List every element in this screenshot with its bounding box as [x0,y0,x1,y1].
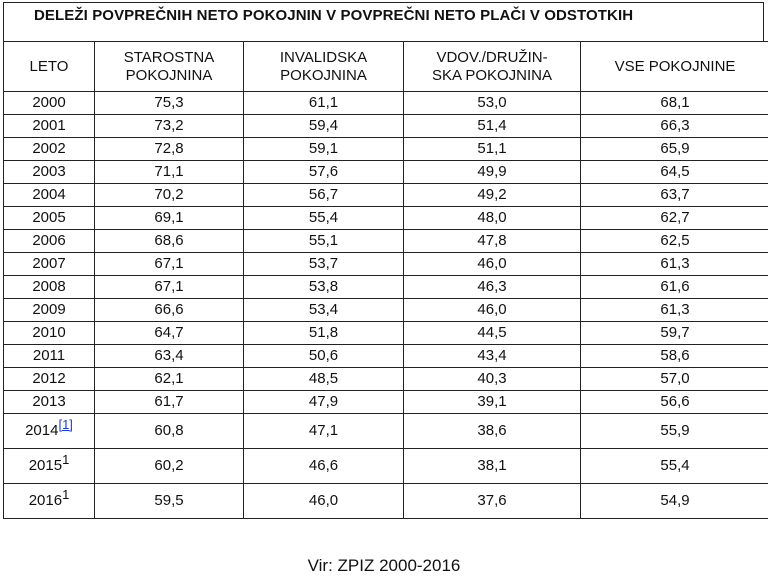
year-label: 2014 [25,422,59,439]
disability-value: 46,6 [244,449,404,484]
header-disability-line1: INVALIDSKA [279,48,368,66]
disability-value: 47,9 [244,391,404,414]
table-row [4,230,768,253]
survivor-value: 49,9 [404,161,581,184]
year-cell [4,484,95,519]
survivor-value: 37,6 [404,484,581,519]
table-title: DELEŽI POVPREČNIH NETO POKOJNIN V POVPREČNI NETO PLAČI V ODSTOTKIH [3,2,764,41]
all-pensions-value: 57,0 [581,368,768,391]
all-pensions-value: 66,3 [581,115,768,138]
disability-value: 57,6 [244,161,404,184]
all-pensions-value: 55,9 [581,414,768,449]
all-pensions-value: 68,1 [581,92,768,115]
header-survivor-line2: SKA POKOJNINA [431,66,553,84]
all-pensions-value: 59,7 [581,322,768,345]
header-year: LETO [4,42,95,92]
year-cell: 2004 [4,184,95,207]
survivor-value: 48,0 [404,207,581,230]
old-age-value: 71,1 [95,161,244,184]
year-cell [4,449,95,484]
year-cell [4,414,95,449]
survivor-value: 40,3 [404,368,581,391]
old-age-value: 60,8 [95,414,244,449]
old-age-value: 70,2 [95,184,244,207]
old-age-value: 73,2 [95,115,244,138]
old-age-value: 72,8 [95,138,244,161]
table-row [4,253,768,276]
disability-value: 56,7 [244,184,404,207]
old-age-value: 75,3 [95,92,244,115]
footnote-marker: 1 [62,487,70,502]
survivor-value: 38,1 [404,449,581,484]
year-label: 2015 [28,457,63,474]
table-row [4,115,768,138]
disability-value: 53,8 [244,276,404,299]
all-pensions-value: 56,6 [581,391,768,414]
all-pensions-value: 61,3 [581,299,768,322]
year-cell: 2001 [4,115,95,138]
old-age-value: 67,1 [95,276,244,299]
table-row [4,449,768,484]
all-pensions-value: 55,4 [581,449,768,484]
all-pensions-value: 61,3 [581,253,768,276]
disability-value: 55,4 [244,207,404,230]
table-row [4,345,768,368]
year-cell: 2008 [4,276,95,299]
year-cell: 2006 [4,230,95,253]
all-pensions-value: 62,7 [581,207,768,230]
old-age-value: 67,1 [95,253,244,276]
table-body [4,92,768,519]
old-age-value: 59,5 [95,484,244,519]
all-pensions-value: 63,7 [581,184,768,207]
disability-value: 53,4 [244,299,404,322]
year-cell: 2005 [4,207,95,230]
survivor-value: 49,2 [404,184,581,207]
all-pensions-value: 62,5 [581,230,768,253]
header-all-pensions: VSE POKOJNINE [581,42,768,92]
header-old-age-pension [95,42,244,92]
old-age-value: 64,7 [95,322,244,345]
footnote-marker: 1 [62,452,70,467]
table-row [4,391,768,414]
table-row [4,368,768,391]
survivor-value: 43,4 [404,345,581,368]
table-row [4,92,768,115]
old-age-value: 69,1 [95,207,244,230]
survivor-value: 38,6 [404,414,581,449]
disability-value: 55,1 [244,230,404,253]
survivor-value: 53,0 [404,92,581,115]
year-cell: 2010 [4,322,95,345]
all-pensions-value: 64,5 [581,161,768,184]
survivor-value: 51,4 [404,115,581,138]
table-row [4,484,768,519]
header-old-age-line1: STAROSTNA [123,48,215,66]
year-cell: 2007 [4,253,95,276]
all-pensions-value: 65,9 [581,138,768,161]
table-row [4,207,768,230]
old-age-value: 60,2 [95,449,244,484]
old-age-value: 66,6 [95,299,244,322]
disability-value: 61,1 [244,92,404,115]
disability-value: 59,4 [244,115,404,138]
year-cell: 2013 [4,391,95,414]
survivor-value: 47,8 [404,230,581,253]
table-row [4,299,768,322]
year-cell: 2003 [4,161,95,184]
survivor-value: 46,0 [404,253,581,276]
disability-value: 47,1 [244,414,404,449]
footnote-link[interactable]: [1] [58,417,73,432]
survivor-value: 46,0 [404,299,581,322]
old-age-value: 61,7 [95,391,244,414]
header-survivor-pension [404,42,581,92]
survivor-value: 39,1 [404,391,581,414]
old-age-value: 63,4 [95,345,244,368]
table-row [4,276,768,299]
survivor-value: 46,3 [404,276,581,299]
header-old-age-line2: POKOJNINA [125,66,213,84]
header-survivor-line1: VDOV./DRUŽIN- [436,48,548,66]
table-row [4,138,768,161]
year-cell: 2009 [4,299,95,322]
year-cell: 2000 [4,92,95,115]
all-pensions-value: 58,6 [581,345,768,368]
table-row [4,322,768,345]
pension-share-table [3,41,768,519]
table-row [4,414,768,449]
disability-value: 50,6 [244,345,404,368]
header-disability-pension [244,42,404,92]
disability-value: 59,1 [244,138,404,161]
old-age-value: 62,1 [95,368,244,391]
year-cell: 2011 [4,345,95,368]
disability-value: 46,0 [244,484,404,519]
disability-value: 53,7 [244,253,404,276]
table-row [4,161,768,184]
all-pensions-value: 54,9 [581,484,768,519]
year-label: 2016 [28,492,63,509]
year-cell: 2012 [4,368,95,391]
header-row [4,42,768,92]
disability-value: 48,5 [244,368,404,391]
table-row [4,184,768,207]
survivor-value: 51,1 [404,138,581,161]
old-age-value: 68,6 [95,230,244,253]
header-disability-line2: POKOJNINA [280,66,367,84]
all-pensions-value: 61,6 [581,276,768,299]
source-note: Vir: ZPIZ 2000-2016 [307,556,461,575]
pension-table-container [3,2,764,519]
year-cell: 2002 [4,138,95,161]
disability-value: 51,8 [244,322,404,345]
survivor-value: 44,5 [404,322,581,345]
